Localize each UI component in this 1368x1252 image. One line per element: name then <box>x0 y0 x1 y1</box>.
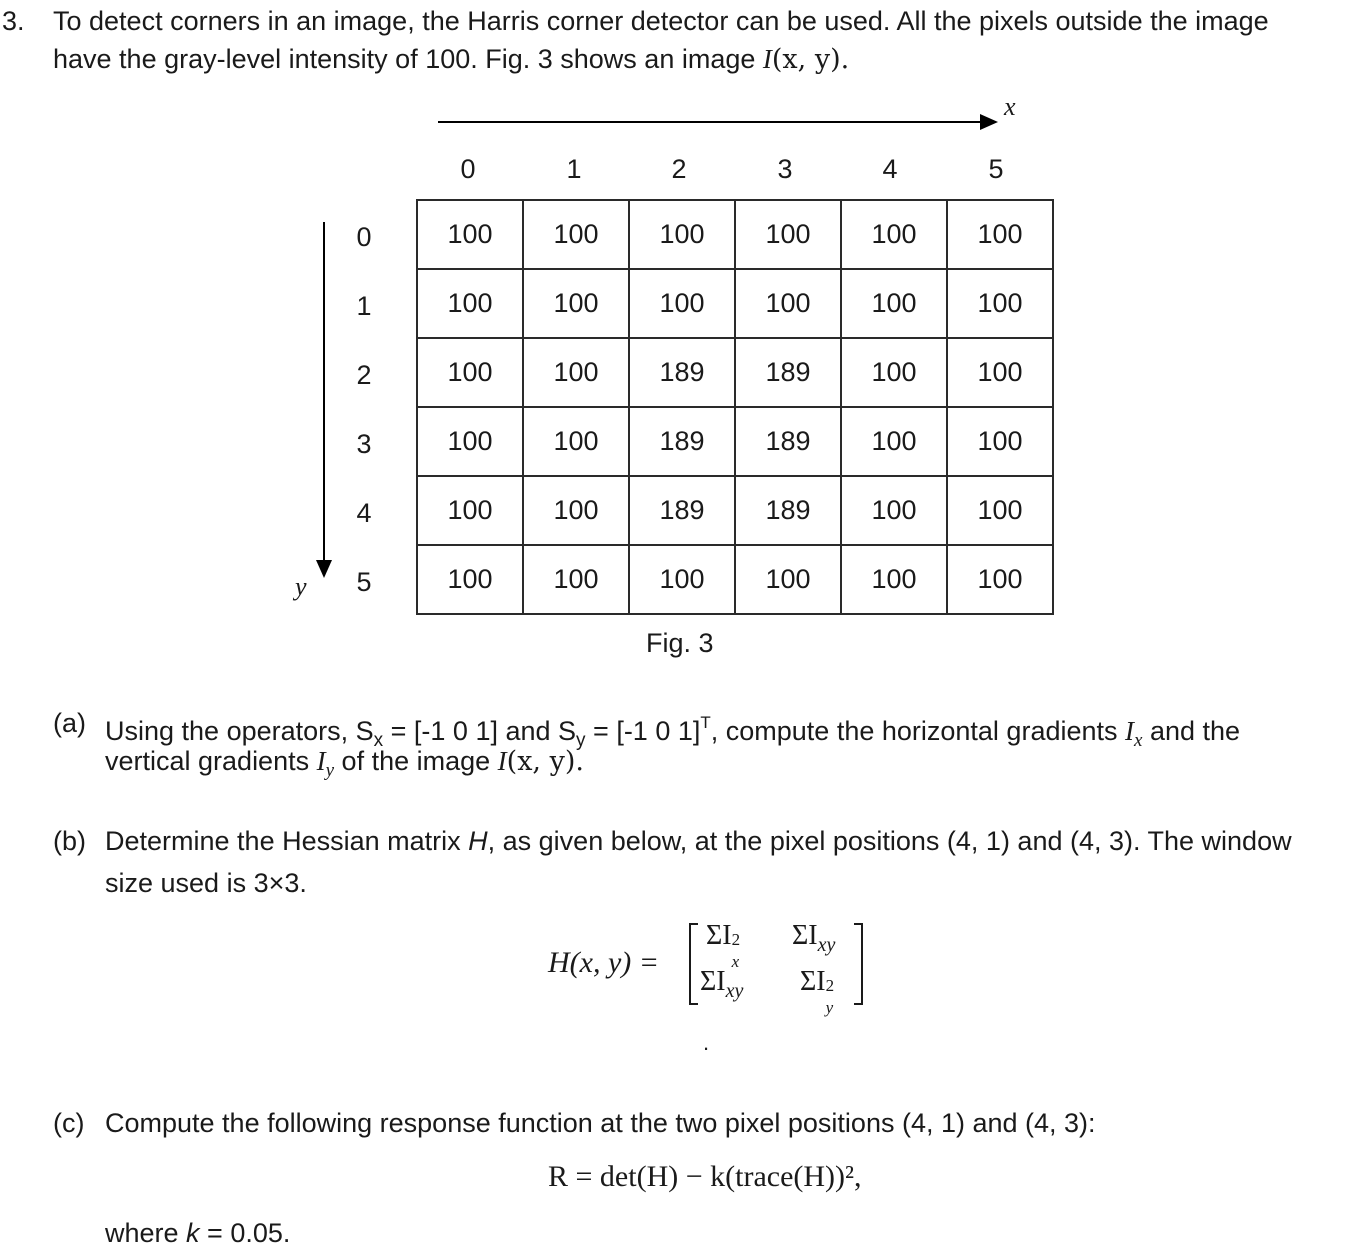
y-axis-label: y <box>295 572 307 601</box>
grid-cell: 100 <box>417 407 523 476</box>
row-label: 3 <box>356 429 372 459</box>
grid-cell: 100 <box>947 407 1053 476</box>
h-symbol: H <box>468 826 488 856</box>
part-a-line2 <box>105 742 584 790</box>
part-b-label: (b) <box>53 826 86 856</box>
where-text: = 0.05. <box>199 1218 291 1248</box>
table-row <box>417 407 1053 476</box>
m21-symbol: ΣI <box>700 966 726 997</box>
part-b-text: , as given below, at the pixel positions (4, 1) and (4, 3). The window <box>487 826 1292 856</box>
where-text: where <box>105 1218 187 1248</box>
part-a-text: = [-1 0 1] <box>585 716 701 746</box>
part-a-text: , compute the horizontal gradients <box>710 716 1126 746</box>
hessian-m22 <box>800 966 840 1017</box>
grid-cell: 100 <box>841 407 947 476</box>
part-c-line1: Compute the following response function at the two pixel positions (4, 1) and (4, 3): <box>105 1108 1096 1138</box>
x-axis-arrowhead <box>980 114 998 130</box>
part-a-label: (a) <box>53 708 86 738</box>
grid-cell: 100 <box>841 476 947 545</box>
m22-symbol: ΣI <box>800 966 826 997</box>
part-a-text: of the image <box>334 746 498 776</box>
part-c-where <box>105 1214 290 1252</box>
response-formula: R = det(H) − k(trace(H))², <box>548 1160 862 1193</box>
grid-cell: 100 <box>417 476 523 545</box>
y-axis-arrowhead <box>316 560 332 578</box>
m22-subscript: y <box>825 998 834 1017</box>
row-label: 5 <box>356 567 372 597</box>
m12-symbol: ΣI <box>792 920 818 951</box>
grid-cell: 100 <box>417 338 523 407</box>
grid-cell: 100 <box>523 269 629 338</box>
x-axis-arrow <box>438 121 983 123</box>
table-row <box>417 269 1053 338</box>
m22-superscript: 2 <box>825 976 835 995</box>
grid-cell: 189 <box>629 476 735 545</box>
sx-subscript: x <box>373 730 384 751</box>
grid-cell: 100 <box>841 338 947 407</box>
grid-cell: 189 <box>735 407 841 476</box>
image-grid <box>416 199 1054 615</box>
intro-image-args: (x, y). <box>771 44 850 75</box>
part-b-line1 <box>105 822 1292 860</box>
hessian-m11 <box>706 920 746 971</box>
question-number: 3. <box>2 6 25 36</box>
grid-cell: 100 <box>735 200 841 269</box>
grid-cell: 189 <box>735 476 841 545</box>
part-a-text: vertical gradients <box>105 746 317 776</box>
grid-cell: 100 <box>523 476 629 545</box>
grid-cell: 100 <box>523 200 629 269</box>
image-args: (x, y). <box>506 746 584 777</box>
image-symbol: I <box>497 746 507 776</box>
part-a-text: and the <box>1142 716 1241 746</box>
grid-cell: 100 <box>841 200 947 269</box>
question-intro-line2 <box>53 40 849 79</box>
grid-cell: 100 <box>947 338 1053 407</box>
table-row <box>417 476 1053 545</box>
part-b-line2: size used is 3×3. <box>105 868 307 898</box>
grid-cell: 100 <box>841 269 947 338</box>
row-label: 2 <box>356 360 372 390</box>
iy-symbol: I <box>316 746 326 776</box>
grid-cell: 189 <box>629 407 735 476</box>
grid-cell: 100 <box>947 200 1053 269</box>
iy-subscript: y <box>325 760 335 781</box>
y-axis-arrow <box>323 222 325 562</box>
m11-symbol: ΣI <box>706 920 732 951</box>
intro-text: have the gray-level intensity of 100. Fig. 3 shows an image <box>53 44 763 74</box>
col-label: 4 <box>882 154 898 184</box>
grid-cell: 100 <box>523 545 629 614</box>
col-label: 3 <box>777 154 793 184</box>
hessian-m12 <box>792 920 835 957</box>
ix-symbol: I <box>1125 716 1135 746</box>
grid-cell: 100 <box>629 269 735 338</box>
grid-cell: 100 <box>947 269 1053 338</box>
grid-cell: 100 <box>735 269 841 338</box>
col-label: 0 <box>460 154 476 184</box>
x-axis-label: x <box>1004 92 1016 121</box>
stray-dot: . <box>703 1030 710 1055</box>
grid-cell: 100 <box>523 407 629 476</box>
question-intro-line1: To detect corners in an image, the Harris corner detector can be used. All the pixels outside the image <box>53 6 1269 36</box>
grid-cell: 100 <box>417 200 523 269</box>
part-b-text: Determine the Hessian matrix <box>105 826 469 856</box>
col-label: 1 <box>566 154 582 184</box>
row-label: 1 <box>356 291 372 321</box>
grid-cell: 100 <box>629 200 735 269</box>
m12-subscript: xy <box>817 934 836 956</box>
grid-cell: 100 <box>629 545 735 614</box>
m11-subscript: x <box>731 952 740 971</box>
ix-subscript: x <box>1134 730 1143 751</box>
hessian-m21 <box>700 966 743 1003</box>
table-row <box>417 338 1053 407</box>
col-label: 5 <box>988 154 1004 184</box>
m11-superscript: 2 <box>731 930 741 949</box>
m21-subscript: xy <box>725 980 744 1002</box>
table-row <box>417 545 1053 614</box>
grid-cell: 100 <box>841 545 947 614</box>
part-c-label: (c) <box>53 1108 85 1138</box>
grid-cell: 100 <box>523 338 629 407</box>
grid-cell: 100 <box>417 545 523 614</box>
intro-image-symbol: I <box>762 44 772 74</box>
grid-cell: 100 <box>947 545 1053 614</box>
row-label: 4 <box>356 498 372 528</box>
table-row <box>417 200 1053 269</box>
grid-cell: 100 <box>417 269 523 338</box>
grid-cell: 189 <box>735 338 841 407</box>
part-a-text: Using the operators, S <box>105 716 374 746</box>
row-label: 0 <box>356 222 372 252</box>
col-label: 2 <box>671 154 687 184</box>
part-a-text: = [-1 0 1] and S <box>383 716 577 746</box>
hessian-lhs: H(x, y) = <box>548 946 660 979</box>
sy-subscript: y <box>576 730 586 751</box>
grid-cell: 100 <box>947 476 1053 545</box>
grid-cell: 100 <box>735 545 841 614</box>
grid-cell: 189 <box>629 338 735 407</box>
figure-caption: Fig. 3 <box>646 628 714 658</box>
transpose-superscript: T <box>700 713 711 732</box>
k-symbol: k <box>186 1218 200 1248</box>
